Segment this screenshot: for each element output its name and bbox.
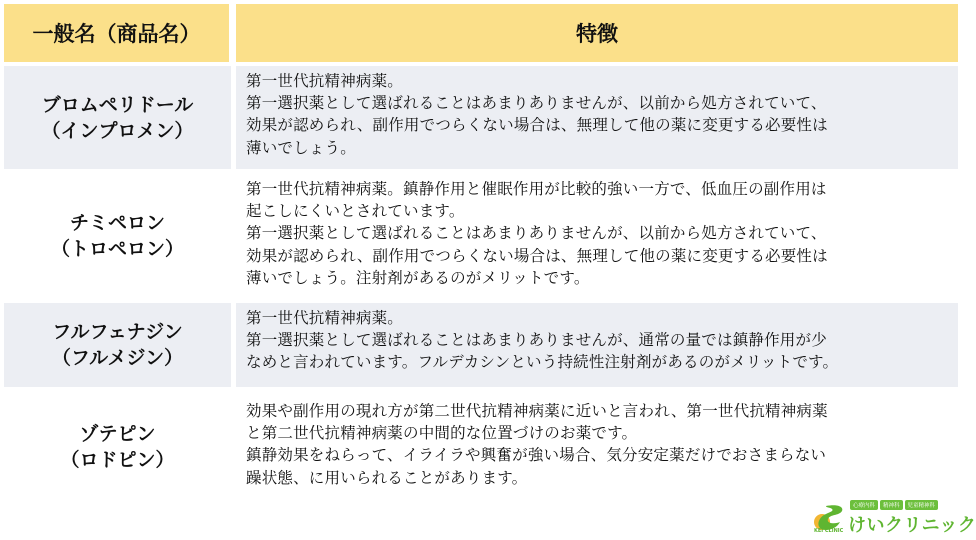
drug-description [236,174,958,298]
description-line: 第一選択薬として選ばれることはあまりありませんが、以前から処方されていて、 [246,94,827,113]
header-generic-name: 一般名（商品名） [4,4,229,62]
drug-generic-name: ブロムペリドール [41,93,194,116]
clinic-name: けいクリニック [848,515,976,536]
drug-product-name: （インプロメン） [41,119,194,142]
description-line: と第二世代抗精神病薬の中間的な位置づけのお薬です。 [246,424,638,443]
drug-generic-name: チミペロン [69,212,165,234]
drug-name-cell [4,303,231,387]
description-line: 薄いでしょう。 [246,138,356,157]
drug-description [236,66,958,169]
description-line: 第一世代抗精神病薬。 [246,309,404,327]
table-row [0,303,960,387]
drug-product-name: （ロドピン） [60,449,175,471]
drug-description [236,303,958,387]
drug-name-cell [4,174,231,298]
table-row [0,174,960,298]
table-row [0,66,960,169]
description-line: 鎮静効果をねらって、イライラや興奮が強い場合、気分安定薬だけでおさまらない [246,446,827,465]
clinic-name-english: KEI CLINIC [814,528,844,534]
description-line: 躁状態、に用いられることがあります。 [246,468,528,487]
description-line: 起こしにくいとされています。 [246,202,465,221]
department-tag: 精神科 [880,500,903,510]
department-tag: 児童精神科 [905,500,939,510]
description-line: 第一世代抗精神病薬。鎮静作用と催眠作用が比較的強い一方で、低血圧の副作用は [246,180,827,198]
description-line: 第一選択薬として選ばれることはあまりありませんが、通常の量では鎮静作用が少 [246,331,827,350]
description-line: 第一世代抗精神病薬。 [246,72,404,90]
drug-name-cell [4,66,231,169]
drug-name-cell [4,396,231,498]
description-line: 効果が認められ、副作用でつらくない場合は、無理して他の薬に変更する必要性は [246,116,828,135]
drug-generic-name: ゾテピン [79,423,156,445]
drug-product-name: （トロペロン） [50,238,184,260]
description-line: なめと言われています。フルデカシンという持続性注射剤があるのがメリットです。 [246,353,839,372]
description-line: 効果や副作用の現れ方が第二世代抗精神病薬に近いと言われ、第一世代抗精神病薬 [246,402,828,420]
drug-generic-name: フルフェナジン [52,321,183,343]
clinic-logo [812,500,976,536]
header-features: 特徴 [236,4,958,62]
description-line: 第一選択薬として選ばれることはあまりありませんが、以前から処方されていて、 [246,224,827,243]
drug-description [236,396,958,498]
description-line: 薄いでしょう。注射剤があるのがメリットです。 [246,268,590,287]
table-row [0,396,960,498]
department-tag: 心療内科 [850,500,878,510]
clinic-departments [850,500,938,510]
drug-product-name: （フルメジン） [51,347,184,369]
description-line: 効果が認められ、副作用でつらくない場合は、無理して他の薬に変更する必要性は [246,246,828,265]
